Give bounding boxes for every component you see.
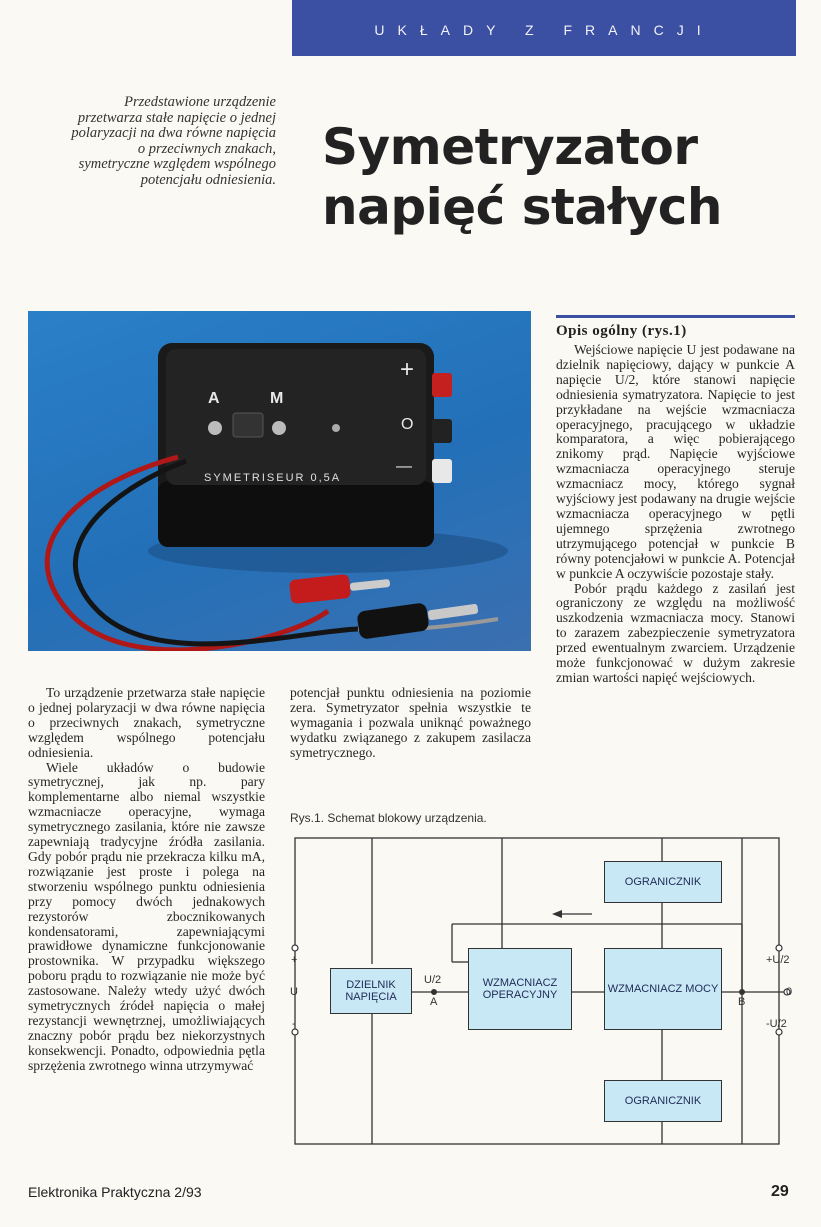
photo-minus: — <box>396 458 412 475</box>
column-2 <box>290 686 531 761</box>
photo-label-m: M <box>270 390 284 407</box>
page-number: 29 <box>771 1183 789 1200</box>
paragraph: Pobór prądu każdego z zasilań jest ograniczony ze względu na możliwość uszkodzenia wzmacniacza mocy. Stanowi to zarazem zabezpieczenie symetryzatora przed ewentualnym zwarciem. Urządzenie może funkcjonować w dużym zakresie zmian wartości napięć wejściowych. <box>556 580 795 685</box>
block-opamp: WZMACNIACZ OPERACYJNY <box>468 948 572 1030</box>
block-divider: DZIELNIK NAPIĘCIA <box>330 968 412 1014</box>
device-illustration <box>28 311 531 651</box>
section-banner <box>292 0 796 56</box>
photo-zero: O <box>401 416 414 433</box>
label-u2: U/2 <box>424 974 442 986</box>
photo-device-label: SYMETRISEUR 0,5A <box>204 472 342 484</box>
figure-caption: Rys.1. Schemat blokowy urządzenia. <box>290 811 487 825</box>
device-photo <box>28 311 531 651</box>
title-line-1: Symetryzator <box>322 118 698 176</box>
label-plus: + <box>291 954 298 966</box>
photo-label-a: A <box>208 390 220 407</box>
label-out-minus: -U/2 <box>766 1018 787 1030</box>
magazine-name: Elektronika Praktyczna 2/93 <box>28 1184 202 1200</box>
section-title: UKŁADY Z FRANCJI <box>374 22 714 38</box>
section-heading: Opis ogólny (rys.1) <box>556 323 687 339</box>
column-3 <box>556 343 795 686</box>
paragraph: potencjał punktu odniesienia na poziomie zera. Symetryzator spełnia wszystkie te wymagania i pozwala uniknąć poważnego wydatku związanego z zakupem zasilacza symetrycznego. <box>290 685 531 760</box>
paragraph: To urządzenie przetwarza stałe napięcie o jednej polaryzacji w dwa równe napięcia o przeciwnych znakach, symetryczne względem wspólnego potencjału odniesienia. <box>28 685 265 760</box>
label-b: B <box>738 996 746 1008</box>
label-out-zero: 0 <box>786 986 793 998</box>
block-power-amp: WZMACNIACZ MOCY <box>604 948 722 1030</box>
label-minus: - <box>292 1018 296 1030</box>
lead-text: Przedstawione urządzenie przetwarza stałe napięcie o jednej polaryzacji na dwa równe napięcia o przeciwnych znakach, symetryczne względem wspólnego potencjału odniesienia. <box>71 94 276 188</box>
label-u: U <box>290 986 298 998</box>
block-limiter-bottom: OGRANICZNIK <box>604 1080 722 1122</box>
photo-plus: + <box>400 356 415 383</box>
label-a: A <box>430 996 438 1008</box>
paragraph: Wiele układów o budowie symetrycznej, jak np. pary komplementarne albo niemal wszystkie wzmacniacze operacyjne, wymaga symetrycznego zasilania, które nie zawsze zapewniają tradycyjne źródła zasilania. Gdy pobór prądu nie przekracza kilku mA, rozwiązanie jest proste i polega na stworzeniu wspólnego punktu odniesienia przy pomocy dwóch jednakowych rezystorów zbocznikowanych kondensatorami, zapewniającymi prawidłowe dynamiczne funkcjonowanie prostownika. W przypadku większego poboru prądu to rozwiązanie nie może być zastosowane. Należy wtedy użyć dwóch symetrycznych źródeł napięcia o małej rezystancji wewnętrznej, umożliwiających znaczny pobór prądu bez niekorzystnych konsekwencji. Ponadto, odpowiednia pętla sprzężenia zwrotnego winna utrzymywać <box>28 759 265 1073</box>
block-diagram <box>282 832 798 1150</box>
column-1 <box>28 686 265 1074</box>
label-out-plus: +U/2 <box>766 954 790 966</box>
article-title <box>322 117 722 237</box>
title-line-2: napięć stałych <box>322 178 723 236</box>
paragraph: Wejściowe napięcie U jest podawane na dzielnik napięciowy, dający w punkcie A napięcie U/2, które stanowi napięcie odniesienia symatryzatora. Napięcie to jest przykładane na wejście wzmacniacza operacyjnego, pracującego w układzie komparatora, a więc pobierającego znikomy prąd. Napięcie wyjściowe wzmacniacza operacyjnego steruje wzmacniacz mocy, którego sygnał wyjściowy jest podawany na drugie wejście wzmacniacza operacyjnego w pętli ujemnego sprzężenia zwrotnego utrzymującego potencjał w punkcie B równy potencjałowi w punkcie A. Potencjał w punkcie A oczywiście pozostaje stały. <box>556 342 795 581</box>
block-limiter-top: OGRANICZNIK <box>604 861 722 903</box>
section-rule <box>556 315 795 318</box>
